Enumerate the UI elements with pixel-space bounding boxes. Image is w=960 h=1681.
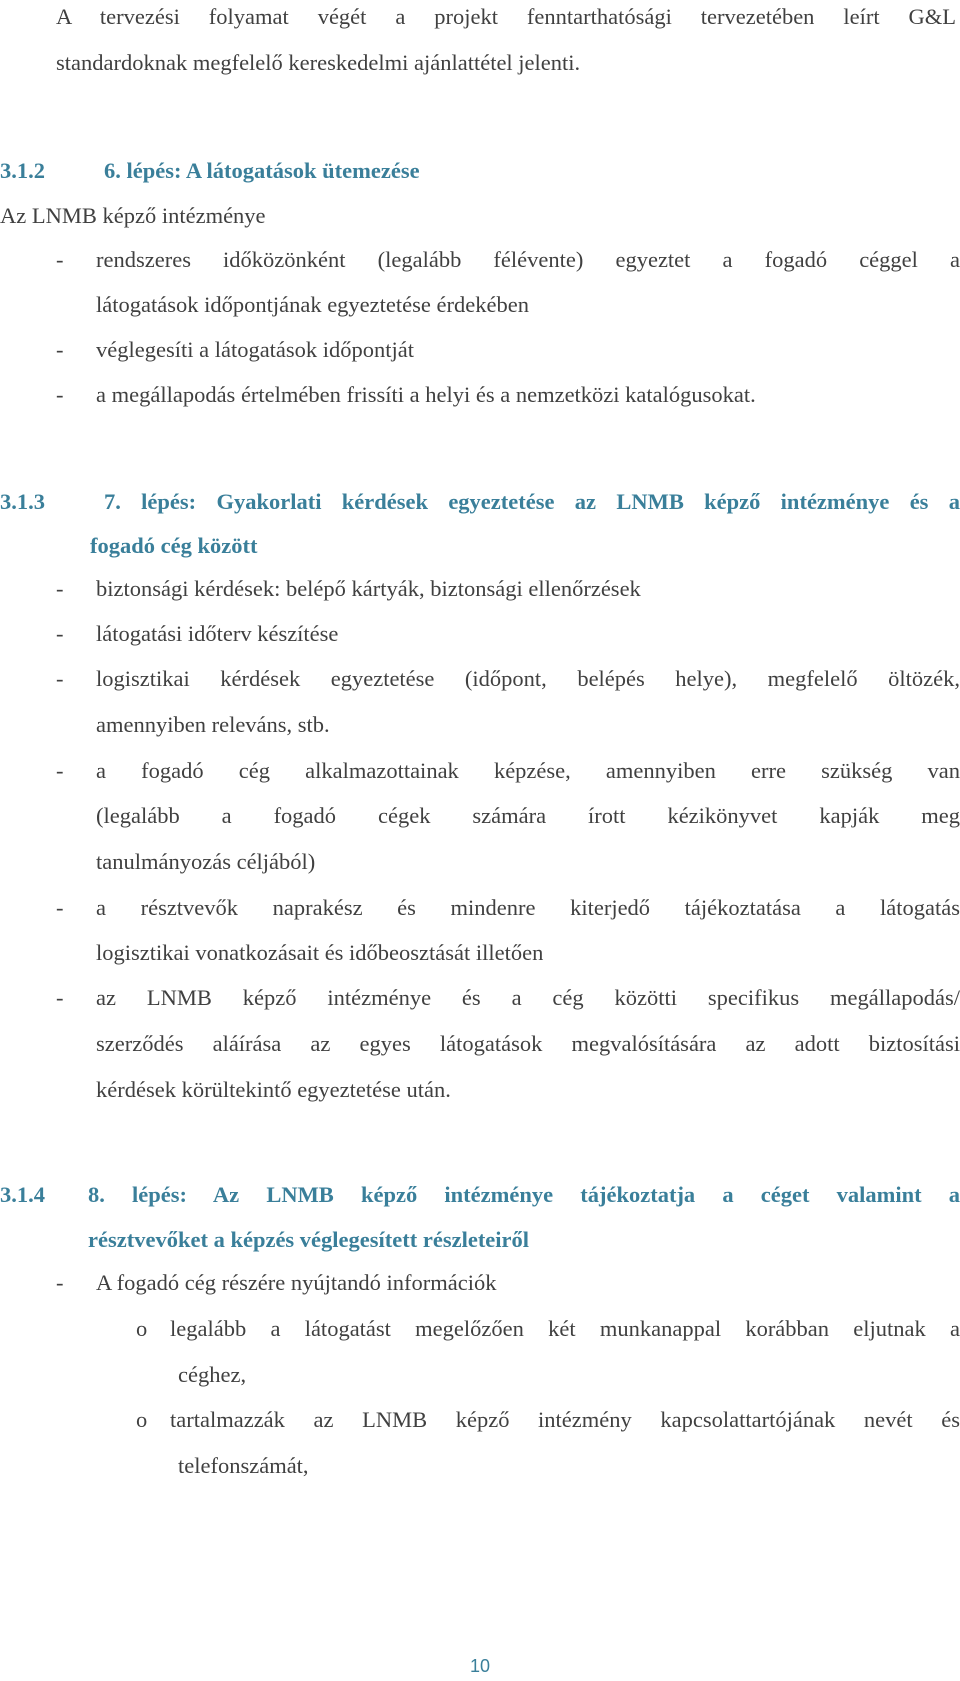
section-314-title-line-2: résztvevőket a képzés véglegesített részleteiről — [88, 1227, 530, 1252]
section-313-heading — [0, 487, 960, 517]
list-item-313-5-line-1: a résztvevők naprakész és mindenre kiterjedő tájékoztatása a látogatás — [96, 895, 960, 920]
list-item-312-3: a megállapodás értelmében frissíti a helyi és a nemzetközi katalógusokat. — [96, 382, 756, 407]
list-item-313-4-line-1: a fogadó cég alkalmazottainak képzése, amennyiben erre szükség van — [96, 758, 960, 783]
list-item-313-6-line-1: az LNMB képző intézménye és a cég közötti specifikus megállapodás/ — [96, 985, 960, 1010]
section-312-lead: Az LNMB képző intézménye — [0, 203, 266, 228]
section-313-title-line-1: 7. lépés: Gyakorlati kérdések egyeztetése az LNMB képző intézménye és a — [104, 489, 960, 514]
list-dash: - — [56, 985, 64, 1010]
sublist-item-1-line-1: legalább a látogatást megelőzően két munkanappal korábban eljutnak a — [170, 1316, 960, 1341]
page-number: 10 — [469, 1656, 491, 1676]
section-312-number: 3.1.2 — [0, 158, 45, 183]
list-item-313-6-line-2: szerződés aláírása az egyes látogatások megvalósítására az adott biztosítási — [96, 1031, 960, 1056]
sublist-bullet: o — [136, 1316, 148, 1341]
list-dash: - — [56, 621, 64, 646]
list-item-313-3-line-2: amennyiben releváns, stb. — [96, 712, 330, 737]
sublist-item-2-line-1: tartalmazzák az LNMB képző intézmény kapcsolattartójának nevét és — [170, 1407, 960, 1432]
section-314-number: 3.1.4 — [0, 1182, 45, 1207]
section-314-title-line-1: 8. lépés: Az LNMB képző intézménye tájékoztatja a céget valamint a — [88, 1182, 960, 1207]
sublist-bullet: o — [136, 1407, 148, 1432]
list-item-313-2: látogatási időterv készítése — [96, 621, 339, 646]
list-dash: - — [56, 247, 64, 272]
list-dash: - — [56, 576, 64, 601]
list-item-314-1: A fogadó cég részére nyújtandó információk — [96, 1270, 497, 1295]
section-314-heading — [0, 1180, 960, 1210]
list-item-312-2: véglegesíti a látogatások időpontját — [96, 337, 415, 362]
list-item-312-1-line-1: rendszeres időközönként (legalább félévente) egyeztet a fogadó céggel a — [96, 247, 960, 272]
section-312-title: 6. lépés: A látogatások ütemezése — [104, 158, 420, 183]
list-item-312-1-line-2: látogatások időpontjának egyeztetése érdekében — [96, 292, 529, 317]
intro-line-1: A tervezési folyamat végét a projekt fenntarthatósági tervezetében leírt G&L — [56, 4, 956, 29]
list-item-313-3-line-1: logisztikai kérdések egyeztetése (időpont, belépés helye), megfelelő öltözék, — [96, 666, 960, 691]
list-dash: - — [56, 758, 64, 783]
list-item-313-4-line-3: tanulmányozás céljából) — [96, 849, 316, 874]
list-dash: - — [56, 382, 64, 407]
sublist-item-1-line-2: céghez, — [178, 1362, 247, 1387]
section-313-number: 3.1.3 — [0, 489, 45, 514]
section-313-title-line-2: fogadó cég között — [90, 533, 258, 558]
list-dash: - — [56, 1270, 64, 1295]
list-dash: - — [56, 337, 64, 362]
list-dash: - — [56, 666, 64, 691]
intro-line-2: standardoknak megfelelő kereskedelmi ajánlattétel jelenti. — [56, 50, 581, 75]
list-item-313-5-line-2: logisztikai vonatkozásait és időbeosztását illetően — [96, 940, 544, 965]
list-dash: - — [56, 895, 64, 920]
list-item-313-4-line-2: (legalább a fogadó cégek számára írott kézikönyvet kapják meg — [96, 803, 960, 828]
list-item-313-1: biztonsági kérdések: belépő kártyák, biztonsági ellenőrzések — [96, 576, 641, 601]
list-item-313-6-line-3: kérdések körültekintő egyeztetése után. — [96, 1077, 451, 1102]
sublist-item-2-line-2: telefonszámát, — [178, 1453, 309, 1478]
